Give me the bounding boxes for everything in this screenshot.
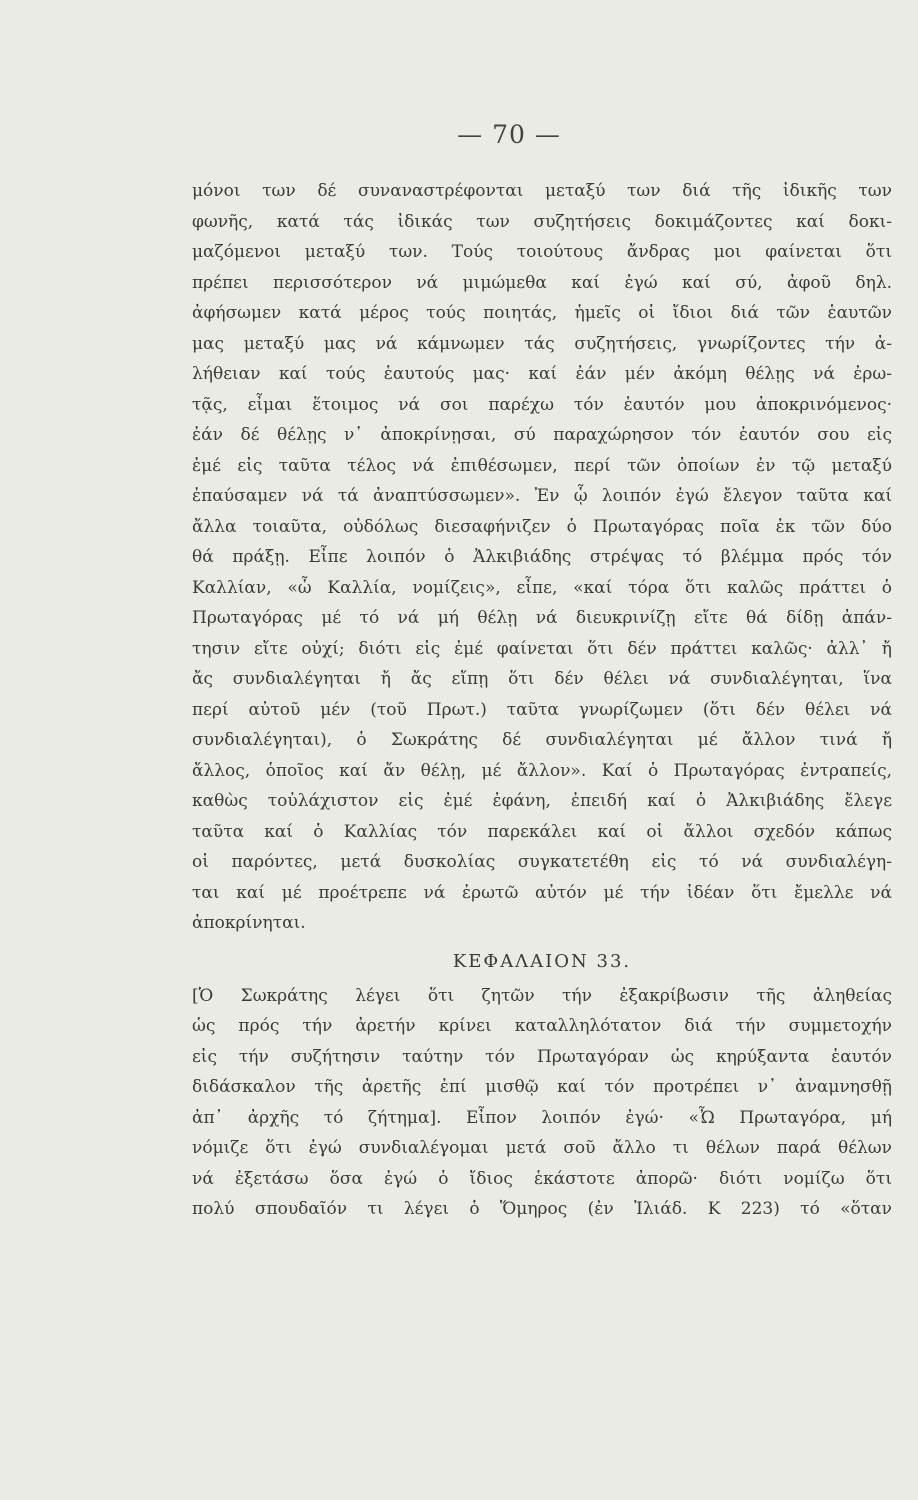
text-line: πρέπει περισσότερον νά μιμώμεθα καί ἐγώ καί σύ, ἀφοῦ δηλ.: [192, 272, 892, 293]
paragraph-2: [192, 981, 892, 1225]
text-line: λήθειαν καί τούς ἑαυτούς μας· καί ἐάν μέν ἀκόμη θέλῃς νά ἐρω-: [192, 364, 892, 384]
body-text: [192, 176, 892, 1225]
text-line: διδάσκαλον τῆς ἀρετῆς ἐπί μισθῷ καί τόν προτρέπει ν᾿ ἀναμνησθῇ: [192, 1077, 892, 1097]
text-line: περί αὐτοῦ μέν (τοῦ Πρωτ.) ταῦτα γνωρίζωμεν (ὅτι δέν θέλει νά: [192, 699, 892, 720]
text-line: ἐπαύσαμεν νά τά ἀναπτύσσωμεν». Ἐν ᾧ λοιπόν ἐγώ ἔλεγον ταῦτα καί: [192, 486, 892, 506]
text-line: συνδιαλέγηται), ὁ Σωκράτης δέ συνδιαλέγηται μέ ἄλλον τινά ἤ: [192, 730, 892, 750]
paragraph-1: [192, 176, 892, 939]
text-line: εἰς τήν συζήτησιν ταύτην τόν Πρωταγόραν ὡς κηρύξαντα ἑαυτόν: [192, 1046, 892, 1067]
text-line: μας μεταξύ μας νά κάμνωμεν τάς συζητήσεις, γνωρίζοντες τήν ἀ-: [192, 333, 892, 354]
chapter-heading: ΚΕΦΑΛΑΙΟΝ 33.: [452, 950, 632, 972]
page-number: — 70 —: [457, 120, 561, 149]
text-line: καθὼς τοὐλάχιστον εἰς ἐμέ ἐφάνη, ἐπειδή καί ὁ Ἀλκιβιάδης ἔλεγε: [192, 791, 892, 811]
text-line: θά πράξῃ. Εἶπε λοιπόν ὁ Ἀλκιβιάδης στρέψας τό βλέμμα πρός τόν: [192, 547, 892, 567]
text-line: ἀφήσωμεν κατά μέρος τούς ποιητάς, ἡμεῖς οἱ ἴδιοι διά τῶν ἑαυτῶν: [192, 303, 892, 323]
text-line: νόμιζε ὅτι ἐγώ συνδιαλέγομαι μετά σοῦ ἄλλο τι θέλων παρά θέλων: [192, 1138, 892, 1158]
text-line: ἄς συνδιαλέγηται ἤ ἄς εἴπῃ ὅτι δέν θέλει νά συνδιαλέγηται, ἵνα: [192, 669, 892, 689]
text-line: μόνοι των δέ συναναστρέφονται μεταξύ των διά τῆς ἰδικῆς των: [192, 181, 892, 201]
text-line: ται καί μέ προέτρεπε νά ἐρωτῶ αὐτόν μέ τήν ἰδέαν ὅτι ἔμελλε νά: [192, 882, 892, 903]
text-line: [Ὁ Σωκράτης λέγει ὅτι ζητῶν τήν ἐξακρίβωσιν τῆς ἀληθείας: [192, 985, 892, 1006]
text-line: Πρωταγόρας μέ τό νά μή θέλῃ νά διευκρινίζῃ εἴτε θά δίδῃ ἀπάν-: [192, 608, 892, 628]
text-line: ἀπ᾿ ἀρχῆς τό ζήτημα]. Εἶπον λοιπόν ἐγώ· «Ὦ Πρωταγόρα, μή: [192, 1107, 892, 1128]
text-line: νά ἐξετάσω ὅσα ἐγώ ὁ ἴδιος ἑκάστοτε ἀπορῶ· διότι νομίζω ὅτι: [192, 1168, 892, 1189]
text-line: ἐμέ εἰς ταῦτα τέλος νά ἐπιθέσωμεν, περί τῶν ὁποίων ἐν τῷ μεταξύ: [192, 455, 892, 476]
text-line: ἄλλος, ὁποῖος καί ἄν θέλῃ, μέ ἄλλον». Καί ὁ Πρωταγόρας ἐντραπείς,: [192, 760, 892, 781]
text-line: φωνῆς, κατά τάς ἰδικάς των συζητήσεις δοκιμάζοντες καί δοκι-: [192, 211, 892, 232]
text-line: μαζόμενοι μεταξύ των. Τούς τοιούτους ἄνδρας μοι φαίνεται ὅτι: [192, 242, 892, 262]
text-line: ἐάν δέ θέλῃς ν᾿ ἀποκρίνῃσαι, σύ παραχώρησον τόν ἑαυτόν σου εἰς: [192, 425, 892, 445]
text-line: ταῦτα καί ὁ Καλλίας τόν παρεκάλει καί οἱ ἄλλοι σχεδόν κάπως: [192, 821, 892, 842]
text-line: ὡς πρός τήν ἀρετήν κρίνει καταλληλότατον διά τήν συμμετοχήν: [192, 1016, 892, 1036]
text-line: οἱ παρόντες, μετά δυσκολίας συγκατετέθη εἰς τό νά συνδιαλέγη-: [192, 852, 892, 872]
text-line: τᾷς, εἶμαι ἕτοιμος νά σοι παρέχω τόν ἑαυτόν μου ἀποκρινόμενος·: [192, 394, 892, 415]
text-line: ἀποκρίνηται.: [192, 913, 306, 933]
text-line: ἄλλα τοιαῦτα, οὐδόλως διεσαφήνιζεν ὁ Πρωταγόρας ποῖα ἐκ τῶν δύο: [192, 516, 892, 537]
text-line: Καλλίαν, «ὦ Καλλία, νομίζεις», εἶπε, «καί τόρα ὅτι καλῶς πράττει ὁ: [192, 577, 892, 598]
text-line: πολύ σπουδαῖόν τι λέγει ὁ Ὅμηρος (ἐν Ἰλιάδ. Κ 223) τό «ὅταν: [192, 1199, 892, 1219]
text-line: τησιν εἴτε οὐχί; διότι εἰς ἐμέ φαίνεται ὅτι δέν πράττει καλῶς· ἀλλ᾿ ἤ: [192, 638, 892, 659]
